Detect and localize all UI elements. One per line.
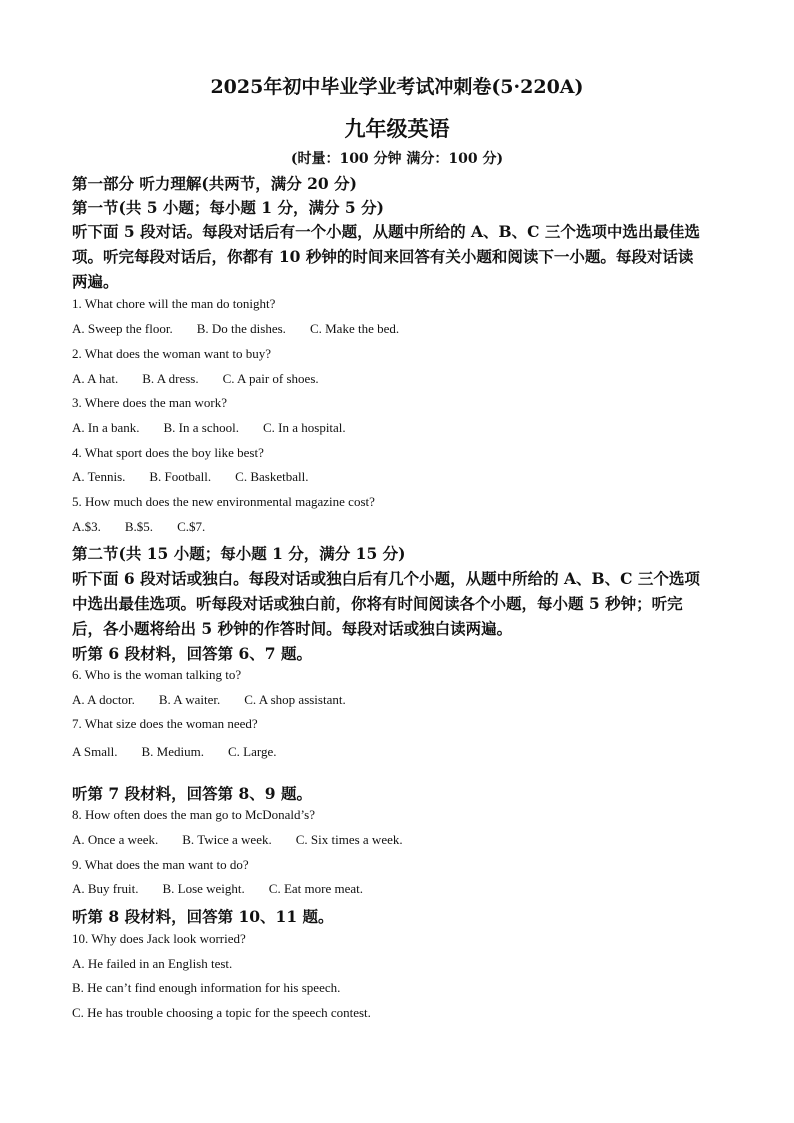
question-10: 10. Why does Jack look worried? bbox=[72, 931, 246, 946]
question-2-options bbox=[72, 371, 343, 387]
option-c: C. Large. bbox=[228, 744, 277, 759]
section2-instruction-line: 听下面 6 段对话或独白。每段对话或独白后有几个小题，从题中所给的 A、B、C 三个选项 bbox=[72, 569, 700, 588]
section2-instruction-line: 后，各小题将给出 5 秒钟的作答时间。每段对话或独白读两遍。 bbox=[72, 619, 513, 638]
option-c: C. A shop assistant. bbox=[244, 692, 346, 707]
part1-heading: 第一部分 听力理解(共两节，满分 20 分) bbox=[72, 174, 357, 193]
question-10-option-b: B. He can’t find enough information for his speech. bbox=[72, 980, 341, 995]
option-a: A. A hat. bbox=[72, 371, 119, 386]
option-c: C. A pair of shoes. bbox=[222, 371, 319, 386]
question-9-options bbox=[72, 881, 387, 897]
option-a: A. Buy fruit. bbox=[72, 881, 139, 896]
option-b: B. Lose weight. bbox=[162, 881, 245, 896]
option-c: C. Make the bed. bbox=[309, 321, 400, 336]
material-header: 听第 7 段材料，回答第 8、9 题。 bbox=[72, 784, 312, 803]
option-b: B. In a school. bbox=[163, 420, 239, 435]
question-6-options bbox=[72, 692, 370, 708]
question-5-options bbox=[72, 519, 229, 535]
option-c: C. Six times a week. bbox=[295, 832, 403, 847]
section1-heading: 第一节(共 5 小题；每小题 1 分，满分 5 分) bbox=[72, 198, 384, 217]
option-a: A Small. bbox=[72, 744, 118, 759]
section2-heading: 第二节(共 15 小题；每小题 1 分，满分 15 分) bbox=[72, 544, 406, 563]
option-c: C. Basketball. bbox=[235, 469, 309, 484]
option-b: B. Medium. bbox=[141, 744, 204, 759]
question-7-options bbox=[72, 744, 301, 760]
question-4: 4. What sport does the boy like best? bbox=[72, 445, 264, 460]
question-10-option-a: A. He failed in an English test. bbox=[72, 956, 233, 971]
question-7: 7. What size does the woman need? bbox=[72, 716, 258, 731]
question-4-options bbox=[72, 469, 332, 485]
exam-title: 2025年初中毕业学业考试冲刺卷(5·220A) bbox=[210, 76, 584, 98]
option-c: C.$7. bbox=[177, 519, 206, 534]
question-3-options bbox=[72, 420, 370, 436]
section1-instruction-line: 听下面 5 段对话。每段对话后有一个小题，从题中所给的 A、B、C 三个选项中选出最佳选 bbox=[72, 222, 700, 241]
question-10-option-c: C. He has trouble choosing a topic for the speech contest. bbox=[72, 1005, 371, 1020]
question-2: 2. What does the woman want to buy? bbox=[72, 346, 272, 361]
material-header: 听第 6 段材料，回答第 6、7 题。 bbox=[72, 644, 312, 663]
option-a: A. Sweep the floor. bbox=[72, 321, 173, 336]
section2-instruction-line: 中选出最佳选项。听每段对话或独白前，你将有时间阅读各个小题，每小题 5 秒钟；听完 bbox=[72, 594, 683, 613]
question-3: 3. Where does the man work? bbox=[72, 395, 227, 410]
question-8-options bbox=[72, 832, 427, 848]
option-c: C. Eat more meat. bbox=[268, 881, 363, 896]
option-b: B. Football. bbox=[149, 469, 212, 484]
question-1-options bbox=[72, 321, 423, 337]
option-a: A. Tennis. bbox=[72, 469, 126, 484]
option-a: A.$3. bbox=[72, 519, 101, 534]
question-1: 1. What chore will the man do tonight? bbox=[72, 296, 276, 311]
option-b: B. A waiter. bbox=[158, 692, 221, 707]
section1-instruction-line: 两遍。 bbox=[72, 272, 119, 291]
option-b: B. A dress. bbox=[142, 371, 199, 386]
option-a: A. In a bank. bbox=[72, 420, 140, 435]
time-note: (时量：100 分钟 满分：100 分) bbox=[290, 151, 504, 167]
section1-instruction-line: 项。听完每段对话后，你都有 10 秒钟的时间来回答有关小题和阅读下一小题。每段对话读 bbox=[72, 247, 694, 266]
question-6: 6. Who is the woman talking to? bbox=[72, 667, 242, 682]
option-b: B. Twice a week. bbox=[182, 832, 272, 847]
option-a: A. Once a week. bbox=[72, 832, 159, 847]
question-9: 9. What does the man want to do? bbox=[72, 857, 249, 872]
option-c: C. In a hospital. bbox=[262, 420, 346, 435]
option-b: B. Do the dishes. bbox=[196, 321, 286, 336]
question-8: 8. How often does the man go to McDonald’s? bbox=[72, 807, 315, 822]
option-a: A. A doctor. bbox=[72, 692, 135, 707]
question-5: 5. How much does the new environmental magazine cost? bbox=[72, 494, 375, 509]
option-b: B.$5. bbox=[124, 519, 154, 534]
material-header: 听第 8 段材料，回答第 10、11 题。 bbox=[72, 907, 334, 926]
exam-subtitle: 九年级英语 bbox=[344, 116, 450, 141]
